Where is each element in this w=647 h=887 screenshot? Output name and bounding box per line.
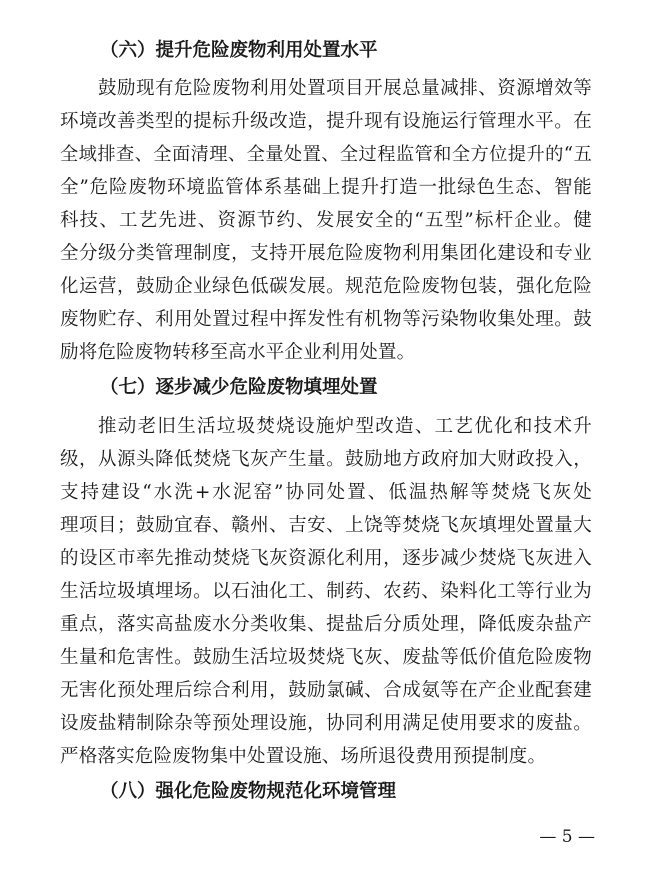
paragraph-line: 鼓励现有危险废物利用处置项目开展总量减排、资源增效等 (98, 78, 592, 99)
paragraph-line: 理项目；鼓励宜春、赣州、吉安、上饶等焚烧飞灰填埋处置量大 (60, 515, 592, 536)
paragraph-line: 设废盐精制除杂等预处理设施，协同利用满足使用要求的废盐。 (60, 713, 592, 734)
paragraph-line: 全”危险废物环境监管体系基础上提升打造一批绿色生态、智能 (60, 177, 592, 198)
paragraph-line: 全域排查、全面清理、全量处置、全过程监管和全方位提升的“五 (60, 144, 592, 165)
paragraph-line: 科技、工艺先进、资源节约、发展安全的“五型”标杆企业。健 (60, 210, 592, 231)
paragraph-line: 严格落实危险废物集中处置设施、场所退役费用预提制度。 (60, 746, 547, 767)
section-heading-7: （七）逐步减少危险废物填埋处置 (100, 377, 378, 398)
section-heading-8: （八）强化危险废物规范化环境管理 (100, 781, 397, 802)
paragraph-line: 生活垃圾填埋场。以石油化工、制药、农药、染料化工等行业为 (60, 581, 592, 602)
paragraph-line: 级，从源头降低焚烧飞灰产生量。鼓励地方政府加大财政投入， (60, 449, 592, 470)
paragraph-line: 重点，落实高盐废水分类收集、提盐后分质处理，降低废杂盐产 (60, 614, 592, 635)
paragraph-line: 全分级分类管理制度，支持开展危险废物利用集团化建设和专业 (60, 243, 592, 264)
paragraph-line: 推动老旧生活垃圾焚烧设施炉型改造、工艺优化和技术升 (98, 416, 592, 437)
paragraph-line: 的设区市率先推动焚烧飞灰资源化利用，逐步减少焚烧飞灰进入 (60, 548, 592, 569)
section-heading-6: （六）提升危险废物利用处置水平 (100, 40, 378, 61)
paragraph-line: 化运营，鼓励企业绿色低碳发展。规范危险废物包装，强化危险 (60, 276, 592, 297)
paragraph-line: 支持建设“水洗+水泥窑”协同处置、低温热解等焚烧飞灰处 (60, 482, 592, 503)
paragraph-line: 励将危险废物转移至高水平企业利用处置。 (60, 342, 416, 363)
paragraph-line: 生量和危害性。鼓励生活垃圾焚烧飞灰、废盐等低价值危险废物 (60, 647, 592, 668)
paragraph-line: 废物贮存、利用处置过程中挥发性有机物等污染物收集处理。鼓 (60, 309, 592, 330)
page-number: — 5 — (539, 827, 595, 847)
paragraph-line: 环境改善类型的提标升级改造，提升现有设施运行管理水平。在 (60, 111, 592, 132)
paragraph-line: 无害化预处理后综合利用，鼓励氯碱、合成氨等在产企业配套建 (60, 680, 592, 701)
